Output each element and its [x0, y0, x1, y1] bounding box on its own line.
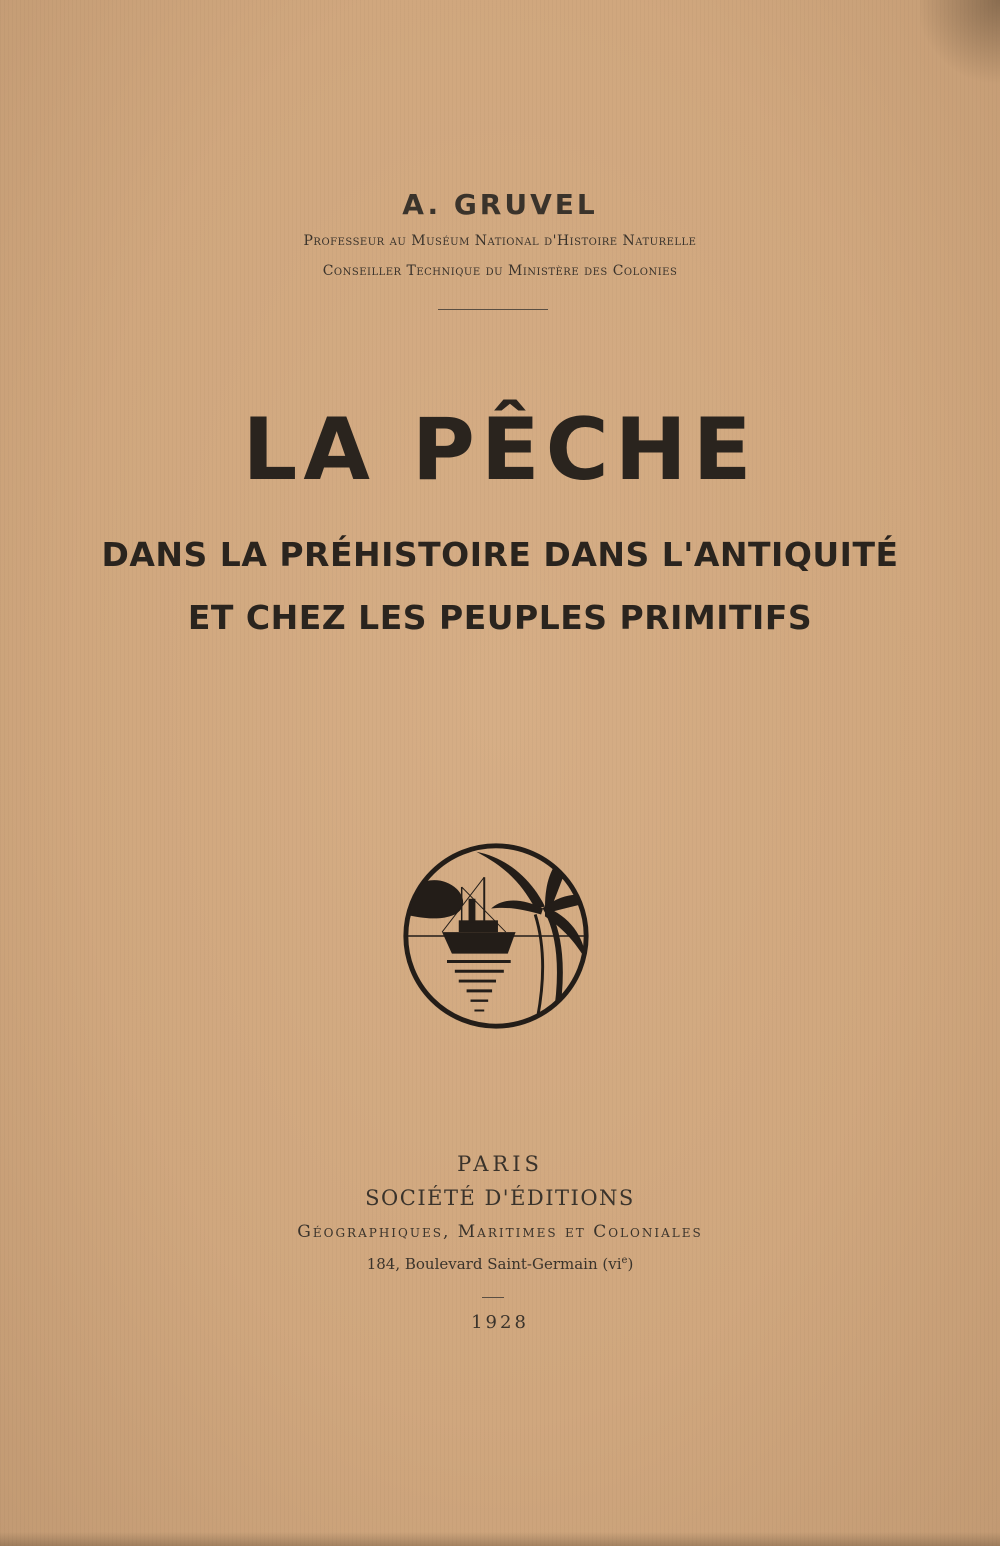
year-divider-rule — [482, 1297, 504, 1298]
divider-rule — [438, 309, 548, 310]
ship-and-palm-emblem-icon — [398, 838, 594, 1034]
author-name: A. GRUVEL — [402, 188, 598, 221]
book-subtitle-line-2: ET CHEZ LES PEUPLES PRIMITIFS — [187, 598, 813, 637]
author-affiliation-2: Conseiller Technique du Ministère des Colonies — [322, 263, 678, 279]
book-subtitle-line-1: DANS LA PRÉHISTOIRE DANS L'ANTIQUITÉ — [101, 535, 899, 574]
author-affiliation-1: Professeur au Muséum National d'Histoire Naturelle — [303, 233, 697, 249]
publisher-address — [0, 1255, 1000, 1273]
publisher-city: PARIS — [457, 1152, 543, 1176]
worn-corner — [920, 0, 1000, 90]
publisher-name: SOCIÉTÉ D'ÉDITIONS — [365, 1186, 635, 1210]
publication-year: 1928 — [471, 1312, 529, 1333]
cover-bottom-edge — [0, 1532, 1000, 1546]
address-superscript: e — [621, 1255, 628, 1266]
address-close: ) — [627, 1255, 634, 1273]
address-text: 184, Boulevard Saint-Germain (vi — [366, 1255, 622, 1273]
publisher-name-line-2: Géographiques, Maritimes et Coloniales — [297, 1222, 703, 1242]
book-title: LA PÊCHE — [242, 400, 758, 500]
